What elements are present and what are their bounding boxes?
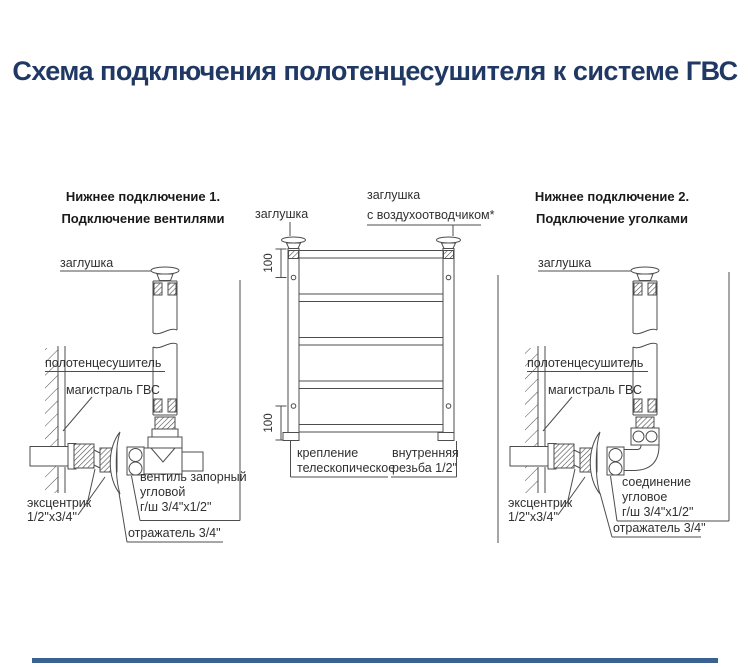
left-diagram-heading-line1: Нижнее подключение 1. <box>65 189 221 204</box>
cap-drawing <box>631 267 659 281</box>
eccentric-fitting-drawing <box>74 444 94 468</box>
mount-label-line2: телескопическое <box>297 461 396 475</box>
left-diagram-heading-line2: Подключение вентилями <box>61 211 225 226</box>
hot-water-main-label: магистраль ГВС <box>548 383 642 397</box>
cap-label: заглушка <box>60 256 114 270</box>
right-pipe-thread <box>444 251 454 259</box>
elbow-label-line1: соединение <box>622 475 691 489</box>
hot-water-main-label: магистраль ГВС <box>66 383 160 397</box>
cap-label: заглушка <box>255 207 309 221</box>
towel-rail-label: полотенцесушитель <box>45 356 162 370</box>
towel-rail-label: полотенцесушитель <box>527 356 644 370</box>
air-vent-cap-label-line2: с воздухоотводчиком* <box>367 208 495 222</box>
valve-label-line1: вентиль запорный <box>140 470 247 484</box>
left-foot-bracket <box>283 433 299 441</box>
rungs <box>299 251 443 433</box>
elbow-label-line2: угловое <box>622 490 668 504</box>
supply-pipe-drawing <box>30 444 76 470</box>
eccentric-label-line2: 1/2"x3/4" <box>508 510 558 524</box>
mount-label-line1: крепление <box>297 446 359 460</box>
eccentric-offset-lines <box>574 450 580 468</box>
air-vent-cap-leader-lines <box>367 225 481 236</box>
towel-rail-front-drawing <box>276 222 482 477</box>
elbow-label-line3: г/ш 3/4"x1/2" <box>622 505 694 519</box>
valve-label-line2: угловой <box>140 485 186 499</box>
dimension-label-bottom: 100 <box>263 413 275 433</box>
dimension-lines <box>276 249 287 440</box>
thread-label-line1: внутренняя <box>392 446 459 460</box>
eccentric-fitting-drawing <box>554 444 574 468</box>
right-diagram-heading-line1: Нижнее подключение 2. <box>534 189 690 204</box>
main-line-leader <box>543 397 572 431</box>
air-vent-cap-label-line1: заглушка <box>367 188 421 202</box>
footer-accent-bar <box>32 658 718 663</box>
left-pipe-thread <box>289 251 299 259</box>
eccentric-label-line2: 1/2"x3/4" <box>27 510 77 524</box>
cap-label: заглушка <box>538 256 592 270</box>
dimension-label-top: 100 <box>263 253 275 273</box>
eccentric-offset-lines <box>94 450 100 468</box>
eccentric-label-line1: эксцентрик <box>27 496 92 510</box>
reflector-drawing <box>110 432 120 494</box>
reflector-label: отражатель 3/4" <box>128 526 221 540</box>
reflector-drawing <box>590 432 600 494</box>
cap-drawing <box>282 237 306 249</box>
cap-drawing <box>151 267 179 281</box>
supply-pipe-drawing <box>510 444 556 470</box>
angle-valve-drawing <box>127 417 203 475</box>
main-line-leader <box>63 397 92 431</box>
eccentric-label-line1: эксцентрик <box>508 496 573 510</box>
reflector-label: отражатель 3/4" <box>613 521 706 535</box>
page-title: Схема подключения полотенцесушителя к системе ГВС <box>12 56 738 86</box>
thread-label-line2: резьба 1/2" <box>392 461 457 475</box>
valve-label-line3: г/ш 3/4"x1/2" <box>140 500 212 514</box>
angle-union-drawing <box>607 417 659 475</box>
air-vent-cap-drawing <box>437 237 461 249</box>
right-foot-bracket <box>438 433 454 441</box>
right-diagram-heading-line2: Подключение уголками <box>535 211 689 226</box>
